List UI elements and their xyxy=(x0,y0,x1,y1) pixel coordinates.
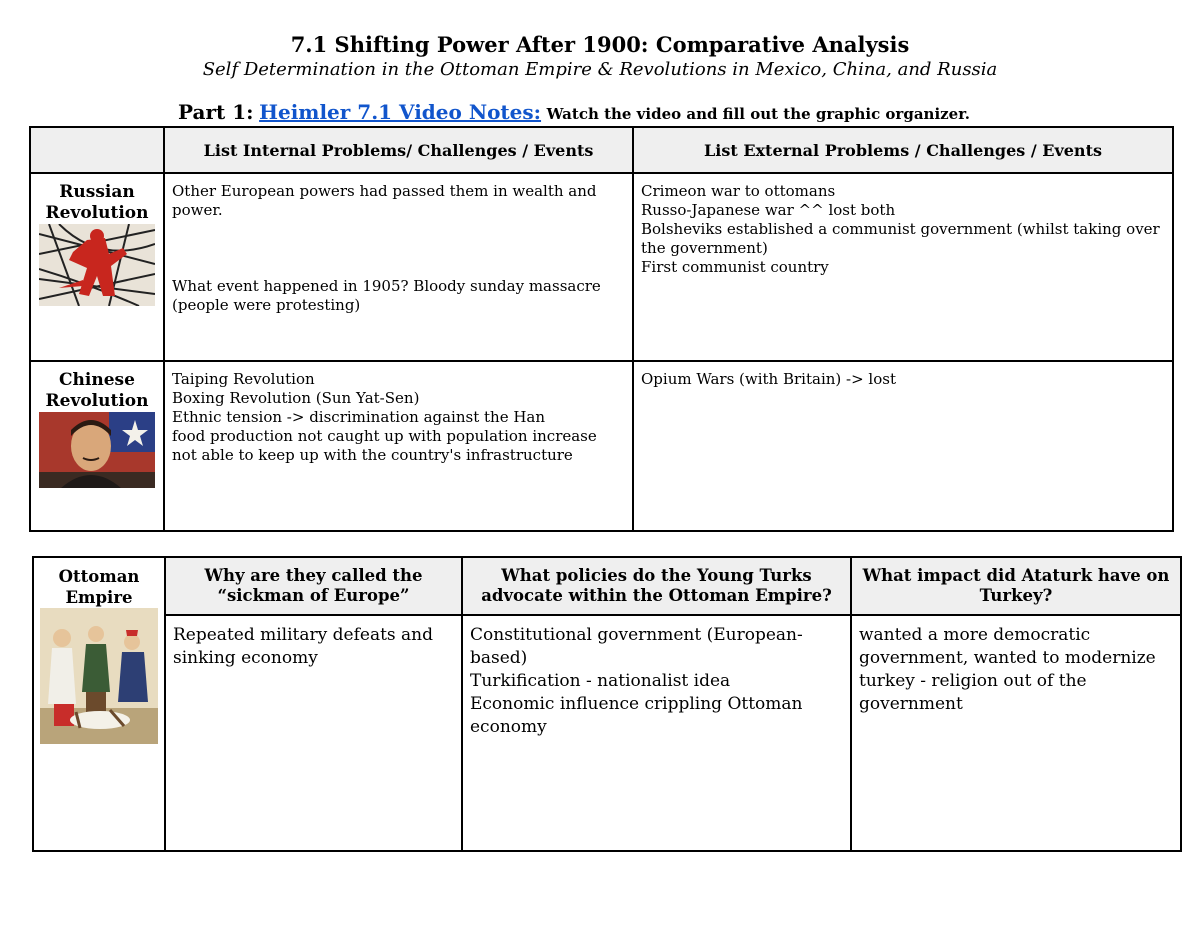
young-turks-answer-line: Constitutional government (European-based) xyxy=(470,625,803,668)
ottoman-empire-table xyxy=(32,556,1182,852)
sickman-answer-text: Repeated military defeats and sinking economy xyxy=(173,625,434,668)
ataturk-answer-text: wanted a more democratic government, wanted to modernize turkey - religion out of the government xyxy=(859,625,1156,714)
ataturk-answer-cell xyxy=(851,615,1181,851)
sun-yat-sen-portrait-image xyxy=(39,412,155,488)
china-internal-line: Taiping Revolution xyxy=(172,370,315,388)
sick-man-of-europe-cartoon-image xyxy=(40,608,158,744)
ottoman-label-line-1: Ottoman xyxy=(58,567,140,586)
russia-external-line: First communist country xyxy=(641,258,829,276)
russia-internal-line: Other European powers had passed them in wealth and power. xyxy=(172,182,597,219)
china-external-cell xyxy=(633,361,1173,531)
external-problems-header: List External Problems / Challenges / Events xyxy=(633,127,1173,173)
young-turks-question-header: What policies do the Young Turks advocate within the Ottoman Empire? xyxy=(462,557,851,615)
internal-problems-header: List Internal Problems/ Challenges / Events xyxy=(164,127,633,173)
ottoman-label-line-2: Empire xyxy=(65,588,133,607)
russia-internal-cell xyxy=(164,173,633,361)
sickman-question-header: Why are they called the “sickman of Europe” xyxy=(165,557,462,615)
russia-external-cell xyxy=(633,173,1173,361)
young-turks-answer-line: Turkification - nationalist idea xyxy=(470,671,731,691)
young-turks-answer-cell xyxy=(462,615,851,851)
russian-revolution-poster-image xyxy=(39,224,155,306)
page-title: 7.1 Shifting Power After 1900: Comparative Analysis xyxy=(290,32,910,57)
china-internal-line: food production not caught up with population increase xyxy=(172,427,597,445)
russia-internal-line: What event happened in 1905? Bloody sunday massacre (people were protesting) xyxy=(172,277,601,314)
part-label: Part 1: xyxy=(178,100,254,124)
ottoman-empire-row-header xyxy=(33,557,165,851)
russia-label-line-2: Revolution xyxy=(45,203,149,223)
china-label-line-1: Chinese xyxy=(59,370,135,390)
russia-label-line-1: Russian xyxy=(59,182,135,202)
china-label-line-2: Revolution xyxy=(45,391,149,411)
sickman-answer-cell xyxy=(165,615,462,851)
blank-header-cell xyxy=(30,127,164,173)
china-internal-line: not able to keep up with the country's infrastructure xyxy=(172,446,573,464)
page-subtitle: Self Determination in the Ottoman Empire & Revolutions in Mexico, China, and Russia xyxy=(202,59,998,80)
russia-external-line: Bolsheviks established a communist government (whilst taking over the government) xyxy=(641,220,1160,257)
china-internal-line: Boxing Revolution (Sun Yat-Sen) xyxy=(172,389,420,407)
instruction-text: Watch the video and fill out the graphic organizer. xyxy=(546,105,970,123)
china-internal-cell xyxy=(164,361,633,531)
ataturk-question-header: What impact did Ataturk have on Turkey? xyxy=(851,557,1181,615)
china-external-line: Opium Wars (with Britain) -> lost xyxy=(641,370,896,388)
russia-external-line: Crimeon war to ottomans xyxy=(641,182,836,200)
russia-external-line: Russo-Japanese war ^^ lost both xyxy=(641,201,896,219)
part-heading xyxy=(178,100,970,124)
russian-revolution-row-header xyxy=(30,173,164,361)
chinese-revolution-row-header xyxy=(30,361,164,531)
video-notes-link[interactable]: Heimler 7.1 Video Notes: xyxy=(259,100,542,124)
china-internal-line: Ethnic tension -> discrimination against the Han xyxy=(172,408,546,426)
revolutions-table xyxy=(29,126,1174,532)
young-turks-answer-line: Economic influence crippling Ottoman economy xyxy=(470,694,803,737)
